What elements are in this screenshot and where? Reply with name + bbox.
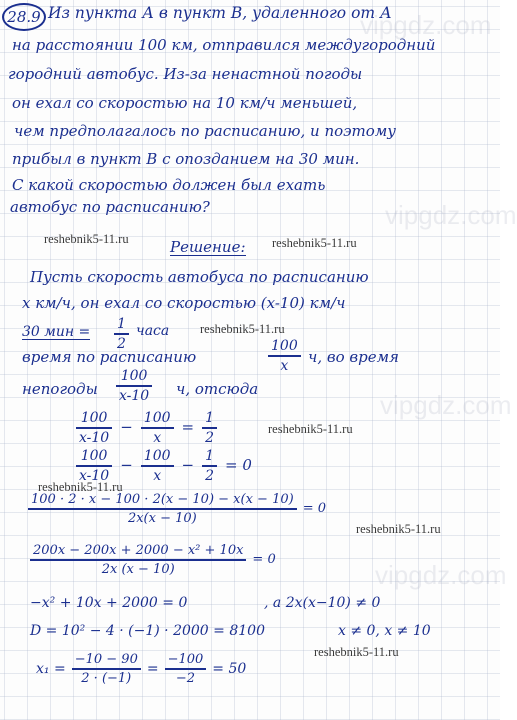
frac-num: 1	[117, 316, 126, 332]
solution-line-5a: непогоды	[22, 380, 98, 398]
eq3-frac	[28, 492, 297, 526]
frac-bar	[28, 508, 297, 510]
eq7-frac-2	[165, 652, 207, 686]
site-watermark: reshebnik5-11.ru	[314, 645, 399, 659]
frac-num: −10 − 90	[74, 652, 138, 667]
problem-line-5: чем предполагалось по расписанию, и поэтому	[14, 122, 396, 140]
problem-line-1: Из пункта А в пункт В, удаленного от А	[48, 4, 392, 22]
frac-bar	[165, 668, 207, 670]
site-watermark: reshebnik5-11.ru	[272, 236, 357, 250]
problem-number: 28.9	[2, 3, 46, 31]
eq2-equals-zero: = 0	[225, 456, 252, 475]
frac-num: 100	[143, 448, 171, 464]
fraction-100-over-x-10	[116, 368, 152, 404]
site-watermark: reshebnik5-11.ru	[268, 422, 353, 436]
frac-bar	[76, 465, 112, 467]
bg-watermark: vipgdz.com	[380, 390, 512, 420]
equation-1	[76, 410, 217, 446]
bg-watermark: vipgdz.com	[360, 10, 492, 40]
frac-bar	[76, 427, 112, 429]
frac-num: 1	[205, 410, 215, 426]
eq1-frac-3	[202, 410, 217, 446]
site-watermark: reshebnik5-11.ru	[356, 522, 441, 536]
problem-line-7: С какой скоростью должен был ехать	[12, 176, 326, 194]
frac-num: 100 · 2 · x − 100 · 2(x − 10) − x(x − 10)	[31, 492, 294, 507]
equation-7	[36, 652, 246, 686]
frac-den: 2	[117, 335, 126, 352]
solution-line-4a: время по расписанию	[22, 348, 197, 366]
eq7-equals: =	[146, 660, 159, 677]
site-watermark: reshebnik5-11.ru	[38, 480, 123, 494]
frac-den: x	[153, 429, 162, 446]
frac-num: 1	[205, 448, 215, 464]
frac-bar	[72, 668, 141, 670]
frac-num: −100	[167, 652, 204, 667]
eq2-minus: −	[120, 456, 133, 475]
frac-bar	[268, 355, 301, 357]
fraction-half	[114, 316, 129, 352]
site-watermark: reshebnik5-11.ru	[200, 322, 285, 336]
frac-den: x-10	[79, 467, 110, 484]
equation-4	[30, 543, 276, 577]
eq2-minus-2: −	[181, 456, 195, 475]
eq1-frac-1	[76, 410, 112, 446]
frac-bar	[114, 333, 129, 335]
frac-num: 200x − 200x + 2000 − x² + 10x	[33, 543, 244, 558]
frac-bar	[141, 427, 174, 429]
solution-heading: Решение:	[170, 238, 246, 256]
problem-line-6: прибыл в пункт В с опозданием на 30 мин.	[12, 150, 360, 168]
bg-watermark: vipgdz.com	[375, 560, 507, 590]
eq2-frac-3	[202, 448, 217, 484]
solution-line-5b: ч, отсюда	[176, 380, 259, 398]
eq7-rhs: = 50	[212, 660, 247, 677]
problem-line-3: городний автобус. Из-за ненастной погоды	[8, 65, 363, 83]
problem-line-2-text: на расстоянии 100 км, отправился междугородний	[12, 36, 436, 54]
equation-2	[76, 448, 252, 484]
eq2-frac-1	[76, 448, 112, 484]
eq7-lhs: x₁ =	[36, 660, 66, 677]
frac-den: 2 · (−1)	[81, 670, 132, 686]
problem-line-2	[12, 38, 435, 53]
equation-6b: x ≠ 0, x ≠ 10	[338, 623, 431, 639]
solution-line-3b: часа	[136, 323, 170, 339]
problem-line-4: он ехал со скоростью на 10 км/ч меньшей,	[12, 94, 358, 112]
equation-3	[28, 492, 326, 526]
site-watermark: reshebnik5-11.ru	[44, 232, 129, 246]
frac-den: x	[280, 357, 289, 374]
bg-watermark: vipgdz.com	[385, 200, 517, 230]
equation-6: D = 10² − 4 · (−1) · 2000 = 8100	[30, 623, 265, 639]
frac-bar	[202, 427, 217, 429]
frac-den: −2	[175, 670, 196, 686]
solution-line-3a: 30 мин =	[22, 324, 91, 340]
frac-num: 100	[143, 410, 171, 426]
frac-bar	[116, 385, 152, 387]
frac-den: 2	[205, 467, 215, 484]
frac-num: 100	[80, 410, 108, 426]
problem-line-8: автобус по расписанию?	[10, 198, 210, 216]
eq4-rhs: = 0	[252, 552, 276, 568]
eq3-rhs: = 0	[302, 501, 326, 517]
frac-num: 100	[120, 368, 148, 384]
eq1-equals: =	[181, 418, 195, 437]
frac-den: x-10	[119, 387, 150, 404]
frac-bar	[30, 559, 246, 561]
fraction-100-over-x	[268, 338, 301, 374]
eq1-frac-2	[141, 410, 174, 446]
frac-bar	[141, 465, 174, 467]
frac-den: 2x(x − 10)	[127, 510, 197, 526]
equation-5a: −x² + 10x + 2000 = 0	[30, 595, 188, 611]
frac-num: 100	[271, 338, 298, 354]
eq7-frac-1	[72, 652, 141, 686]
frac-bar	[202, 465, 217, 467]
solution-line-1: Пусть скорость автобуса по расписанию	[30, 268, 369, 286]
equation-5b: , a 2x(x−10) ≠ 0	[264, 595, 381, 611]
frac-den: 2	[205, 429, 215, 446]
eq2-frac-2	[141, 448, 174, 484]
eq1-minus: −	[120, 418, 133, 437]
frac-den: x-10	[79, 429, 110, 446]
frac-den: 2x (x − 10)	[101, 561, 175, 577]
solution-line-2: x км/ч, он ехал со скоростью (x-10) км/ч	[22, 294, 346, 312]
frac-num: 100	[80, 448, 108, 464]
eq4-frac	[30, 543, 246, 577]
frac-den: x	[153, 467, 162, 484]
solution-line-4b: ч, во время	[308, 348, 399, 366]
